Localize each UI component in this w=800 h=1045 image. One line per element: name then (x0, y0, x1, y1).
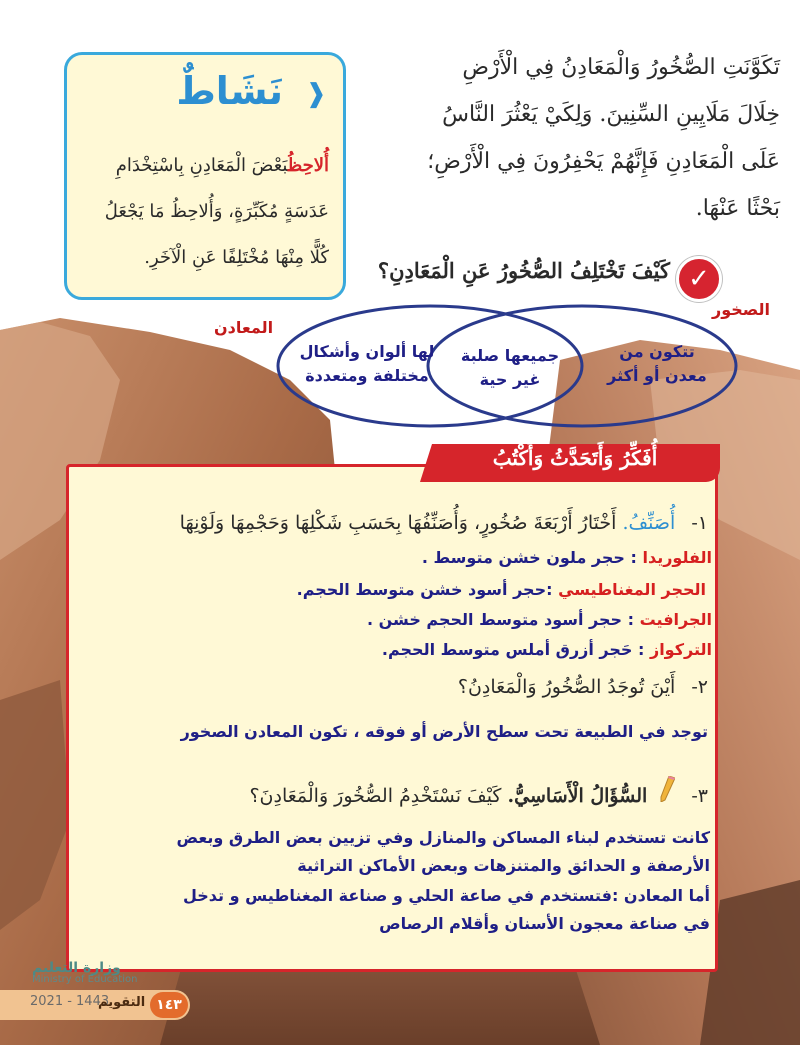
q1-key: أُصَنِّفُ. (622, 512, 676, 534)
mineral-name: الحجر المغناطيسي (558, 580, 706, 599)
venn-text-line: لها ألوان وأشكال (299, 342, 435, 361)
mineral-desc: : حَجر أزرق أملس متوسط الحجم. (381, 640, 650, 659)
q3-text: كَيْفَ نَسْتَخْدِمُ الصُّخُورَ وَالْمَعَادِنَ؟ (249, 785, 502, 807)
answer-2: توجد في الطبيعة تحت سطح الأرض أو فوقه ، تكون المعادن الصخور (180, 722, 708, 741)
ministry-english: Ministry of Education (32, 974, 138, 985)
q3-number: ٣- (691, 785, 708, 807)
venn-common-text (450, 344, 570, 392)
mineral-name: التركواز (649, 640, 712, 659)
activity-line: بَعْضَ الْمَعَادِنِ بِاسْتِخْدَامِ (115, 155, 288, 176)
section-label: التقويم (98, 995, 146, 1010)
q2-number: ٢- (691, 676, 708, 698)
q2-text: أَيْنَ تُوجَدُ الصُّخُورُ وَالْمَعَادِنُ؟ (457, 676, 676, 698)
answer-row (422, 548, 712, 567)
checkmark-icon: ✓ (676, 256, 722, 302)
venn-label-rocks: الصخور (712, 300, 771, 319)
venn-text-line: تتكون من (619, 342, 695, 361)
venn-text-line: جميعها صلبة (460, 346, 560, 365)
answer-3-line: في صناعة معجون الأسنان وأقلام الرصاص (379, 914, 710, 933)
q3-key: السُّؤَالُ الْأَسَاسِيُّ. (507, 785, 648, 807)
pencil-icon (659, 776, 675, 807)
question-heading: كَيْفَ تَخْتَلِفُ الصُّخُورُ عَنِ الْمَعَادِنِ؟ (377, 258, 670, 283)
q1-text: أَخْتَارُ أَرْبَعَةَ صُخُورٍ، وَأُصَنِّفُهَا بِحَسَبِ شَكْلِهَا وَحَجْمِهَا وَلَوْنِهَا (179, 512, 617, 534)
intro-line: تَكَوَّنَتِ الصُّخُورُ وَالْمَعَادِنُ فِي الْأَرْضِ (462, 55, 780, 80)
q3-row (249, 776, 708, 807)
mineral-desc: : حجر أسود متوسط الحجم خشن . (367, 610, 640, 629)
activity-line: عَدَسَةٍ مُكَبِّرَةٍ، وَأُلاحِظُ مَا يَجْعَلُ (104, 201, 329, 222)
think-title: أُفَكِّرُ وَأَتَحَدَّثُ وَأَكْتُبُ (492, 446, 658, 470)
activity-line: كُلًّا مِنْهَا مُخْتَلِفًا عَنِ الْآخَرِ. (144, 247, 329, 268)
mineral-desc: :حجر أسود خشن متوسط الحجم. (296, 580, 559, 599)
answer-3-line: أما المعادن :فتستخدم في صاعة الحلي و صناعة المغناطيس و تدخل (182, 886, 710, 905)
answer-3-line: كانت تستخدم لبناء المساكن والمنازل وفي تزيين بعض الطرق وبعض (176, 828, 710, 847)
ministry-logo (32, 962, 137, 986)
intro-line: بَحْثًا عَنْهَا. (695, 196, 780, 221)
activity-lead: أُلاحِظُ (287, 155, 329, 176)
activity-title: نَشَاطٌ (176, 69, 283, 113)
venn-text-line: مختلفة ومتعددة (305, 366, 429, 385)
answer-3-line: الأرصفة و الحدائق والمتنزهات وبعض الأماكن التراثية (297, 856, 710, 875)
mineral-desc: : حجر ملون خشن متوسط . (421, 548, 643, 567)
mineral-name: الفلوريدا (642, 548, 712, 567)
page-number: ١٤٣ (150, 992, 188, 1018)
intro-line: خِلَالَ مَلَايِينِ السِّنِينَ. وَلِكَيْ يَعْثُرَ النَّاسُ (442, 102, 780, 127)
answer-row (382, 640, 712, 659)
ministry-arabic: وزارة التعليم (32, 960, 121, 976)
mineral-name: الجرافيت (639, 610, 712, 629)
answer-row (367, 610, 712, 629)
q1-row (180, 512, 708, 534)
venn-text-line: غير حية (479, 370, 541, 389)
q1-number: ١- (691, 512, 708, 534)
venn-text-line: معدن أو أكثر (607, 366, 707, 385)
activity-wing-icon: ❰ (305, 79, 327, 109)
edition-year: 2021 - 1443 (30, 994, 110, 1009)
answer-row (297, 580, 706, 599)
venn-rocks-text (592, 340, 722, 388)
q2-row (458, 676, 708, 698)
venn-label-minerals: المعادن (214, 318, 274, 337)
intro-line: عَلَى الْمَعَادِنِ فَإِنَّهُمْ يَحْفِرُونَ فِي الْأَرْضِ؛ (427, 149, 780, 174)
venn-minerals-text (292, 340, 442, 388)
